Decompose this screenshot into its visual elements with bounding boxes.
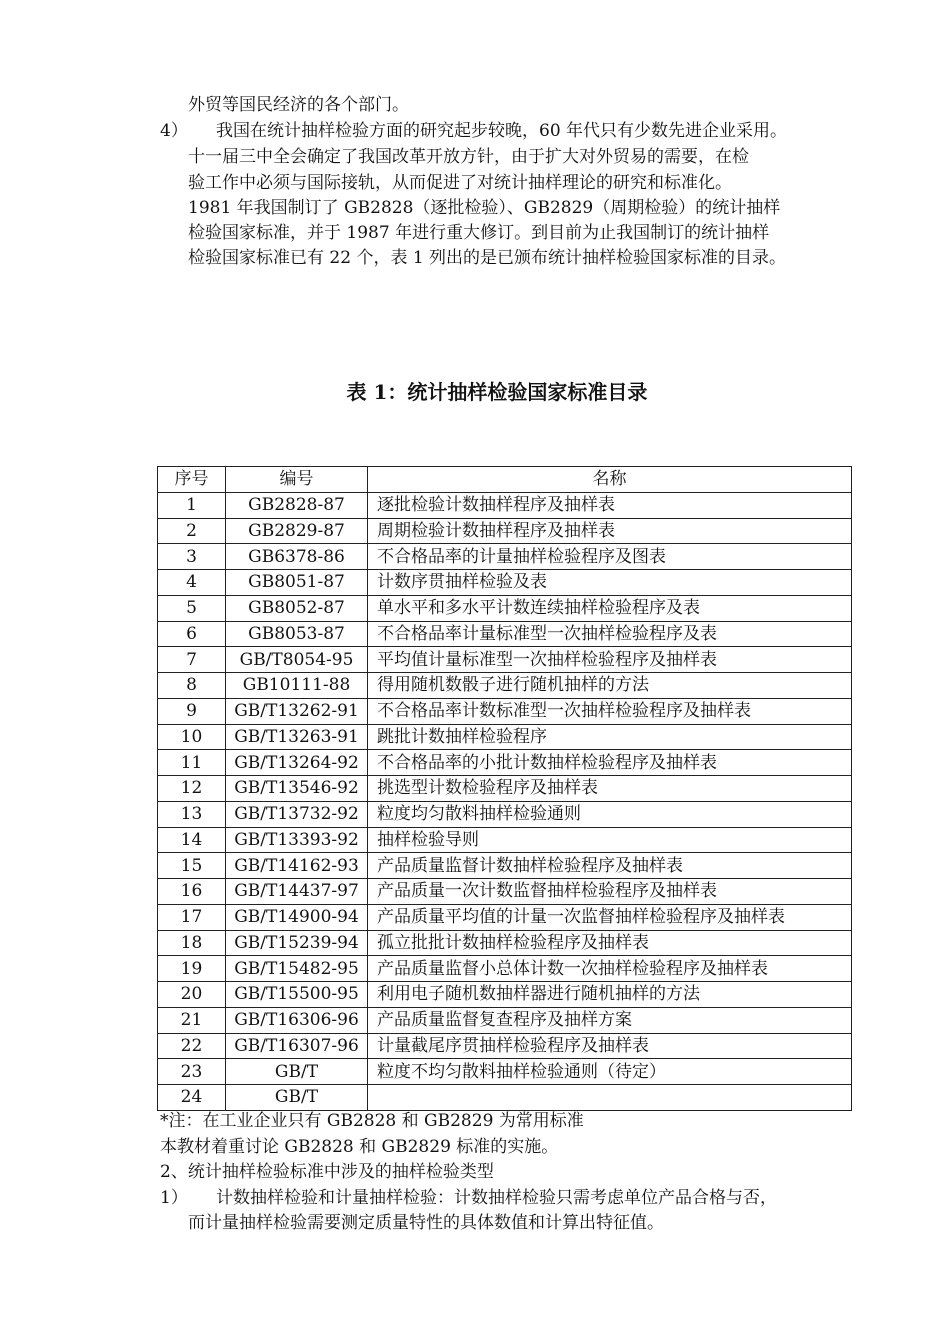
paragraph-line: 而计量抽样检验需要测定质量特性的具体数值和计算出特征值。: [188, 1213, 664, 1233]
row-index: 22: [158, 1033, 226, 1059]
row-index: 23: [158, 1059, 226, 1085]
row-name: 产品质量监督计数抽样检验程序及抽样表: [368, 853, 852, 879]
table-row: [158, 776, 852, 802]
row-index: 6: [158, 621, 226, 647]
table-title: 表 1：统计抽样检验国家标准目录: [346, 380, 648, 404]
row-index: 2: [158, 518, 226, 544]
row-name: 周期检验计数抽样程序及抽样表: [368, 518, 852, 544]
row-index: 20: [158, 982, 226, 1008]
table-row: [158, 982, 852, 1008]
row-code: GB8051-87: [226, 570, 368, 596]
table-row: [158, 930, 852, 956]
list-marker-1: 1）: [160, 1188, 188, 1208]
row-code: GB/T: [226, 1085, 368, 1111]
table-row: [158, 904, 852, 930]
row-code: GB/T14162-93: [226, 853, 368, 879]
row-index: 4: [158, 570, 226, 596]
table-row: [158, 1007, 852, 1033]
row-name: 产品质量一次计数监督抽样检验程序及抽样表: [368, 879, 852, 905]
row-name: 产品质量平均值的计量一次监督抽样检验程序及抽样表: [368, 904, 852, 930]
row-code: GB6378-86: [226, 544, 368, 570]
paragraph-line: 计数抽样检验和计量抽样检验：计数抽样检验只需考虑单位产品合格与否，: [216, 1188, 777, 1208]
row-index: 24: [158, 1085, 226, 1111]
table-row: [158, 595, 852, 621]
row-code: GB/T8054-95: [226, 647, 368, 673]
row-code: GB/T14437-97: [226, 879, 368, 905]
row-index: 5: [158, 595, 226, 621]
row-code: GB/T16306-96: [226, 1007, 368, 1033]
focus-statement: 本教材着重讨论 GB2828 和 GB2829 标准的实施。: [160, 1137, 559, 1157]
list-marker-4: 4）: [160, 121, 188, 141]
paragraph-line: 1981 年我国制订了 GB2828（逐批检验）、GB2829（周期检验）的统计抽样: [188, 198, 781, 218]
row-index: 18: [158, 930, 226, 956]
row-name: 不合格品率计数标准型一次抽样检验程序及抽样表: [368, 698, 852, 724]
table-row: [158, 1033, 852, 1059]
row-index: 11: [158, 750, 226, 776]
table-row: [158, 956, 852, 982]
row-index: 10: [158, 724, 226, 750]
row-name: 计量截尾序贯抽样检验程序及抽样表: [368, 1033, 852, 1059]
row-name: 不合格品率的小批计数抽样检验程序及抽样表: [368, 750, 852, 776]
table-row: [158, 879, 852, 905]
row-index: 16: [158, 879, 226, 905]
row-index: 19: [158, 956, 226, 982]
table-note: *注：在工业企业只有 GB2828 和 GB2829 为常用标准: [160, 1111, 584, 1131]
row-index: 3: [158, 544, 226, 570]
paragraph-line: 检验国家标准，并于 1987 年进行重大修订。到目前为止我国制订的统计抽样: [188, 223, 770, 243]
row-name: [368, 1085, 852, 1111]
row-code: GB/T14900-94: [226, 904, 368, 930]
paragraph-line: 十一届三中全会确定了我国改革开放方针，由于扩大对外贸易的需要，在检: [188, 147, 749, 167]
table-row: [158, 750, 852, 776]
row-index: 17: [158, 904, 226, 930]
section-heading: 2、统计抽样检验标准中涉及的抽样检验类型: [160, 1162, 494, 1182]
row-index: 1: [158, 492, 226, 518]
row-code: GB10111-88: [226, 673, 368, 699]
row-index: 21: [158, 1007, 226, 1033]
table-row: [158, 673, 852, 699]
table-row: [158, 698, 852, 724]
row-index: 14: [158, 827, 226, 853]
row-name: 逐批检验计数抽样程序及抽样表: [368, 492, 852, 518]
table-row: [158, 827, 852, 853]
row-name: 单水平和多水平计数连续抽样检验程序及表: [368, 595, 852, 621]
row-name: 不合格品率计量标准型一次抽样检验程序及表: [368, 621, 852, 647]
row-name: 孤立批批计数抽样检验程序及抽样表: [368, 930, 852, 956]
paragraph-line: 我国在统计抽样检验方面的研究起步较晚，60 年代只有少数先进企业采用。: [216, 121, 788, 141]
row-code: GB/T15482-95: [226, 956, 368, 982]
standards-table: [157, 466, 852, 1111]
table-row: [158, 544, 852, 570]
header-code: 编号: [226, 467, 368, 493]
table-row: [158, 570, 852, 596]
row-name: 粒度不均匀散料抽样检验通则（待定）: [368, 1059, 852, 1085]
table-row: [158, 492, 852, 518]
table-row: [158, 647, 852, 673]
table-row: [158, 518, 852, 544]
row-name: 计数序贯抽样检验及表: [368, 570, 852, 596]
row-name: 挑选型计数检验程序及抽样表: [368, 776, 852, 802]
row-index: 12: [158, 776, 226, 802]
row-name: 不合格品率的计量抽样检验程序及图表: [368, 544, 852, 570]
row-code: GB8053-87: [226, 621, 368, 647]
row-code: GB2828-87: [226, 492, 368, 518]
row-index: 8: [158, 673, 226, 699]
row-code: GB/T15500-95: [226, 982, 368, 1008]
row-name: 利用电子随机数抽样器进行随机抽样的方法: [368, 982, 852, 1008]
table-row: [158, 1059, 852, 1085]
table-row: [158, 801, 852, 827]
row-code: GB/T13264-92: [226, 750, 368, 776]
row-index: 13: [158, 801, 226, 827]
table-row: [158, 853, 852, 879]
row-index: 9: [158, 698, 226, 724]
row-code: GB/T13263-91: [226, 724, 368, 750]
row-code: GB/T: [226, 1059, 368, 1085]
paragraph-continuation: 外贸等国民经济的各个部门。: [188, 95, 409, 115]
header-index: 序号: [158, 467, 226, 493]
row-name: 得用随机数骰子进行随机抽样的方法: [368, 673, 852, 699]
row-code: GB/T13546-92: [226, 776, 368, 802]
paragraph-line: 验工作中必须与国际接轨，从而促进了对统计抽样理论的研究和标准化。: [188, 173, 732, 193]
row-code: GB/T15239-94: [226, 930, 368, 956]
header-name: 名称: [368, 467, 852, 493]
row-code: GB/T13393-92: [226, 827, 368, 853]
row-name: 跳批计数抽样检验程序: [368, 724, 852, 750]
table-row: [158, 1085, 852, 1111]
row-code: GB2829-87: [226, 518, 368, 544]
table-row: [158, 724, 852, 750]
row-index: 7: [158, 647, 226, 673]
paragraph-line: 检验国家标准已有 22 个，表 1 列出的是已颁布统计抽样检验国家标准的目录。: [188, 248, 787, 268]
table-header-row: [158, 467, 852, 493]
row-name: 产品质量监督小总体计数一次抽样检验程序及抽样表: [368, 956, 852, 982]
row-code: GB/T13732-92: [226, 801, 368, 827]
row-name: 平均值计量标准型一次抽样检验程序及抽样表: [368, 647, 852, 673]
table-row: [158, 621, 852, 647]
row-index: 15: [158, 853, 226, 879]
row-name: 产品质量监督复查程序及抽样方案: [368, 1007, 852, 1033]
row-code: GB/T16307-96: [226, 1033, 368, 1059]
row-code: GB8052-87: [226, 595, 368, 621]
row-code: GB/T13262-91: [226, 698, 368, 724]
row-name: 粒度均匀散料抽样检验通则: [368, 801, 852, 827]
row-name: 抽样检验导则: [368, 827, 852, 853]
